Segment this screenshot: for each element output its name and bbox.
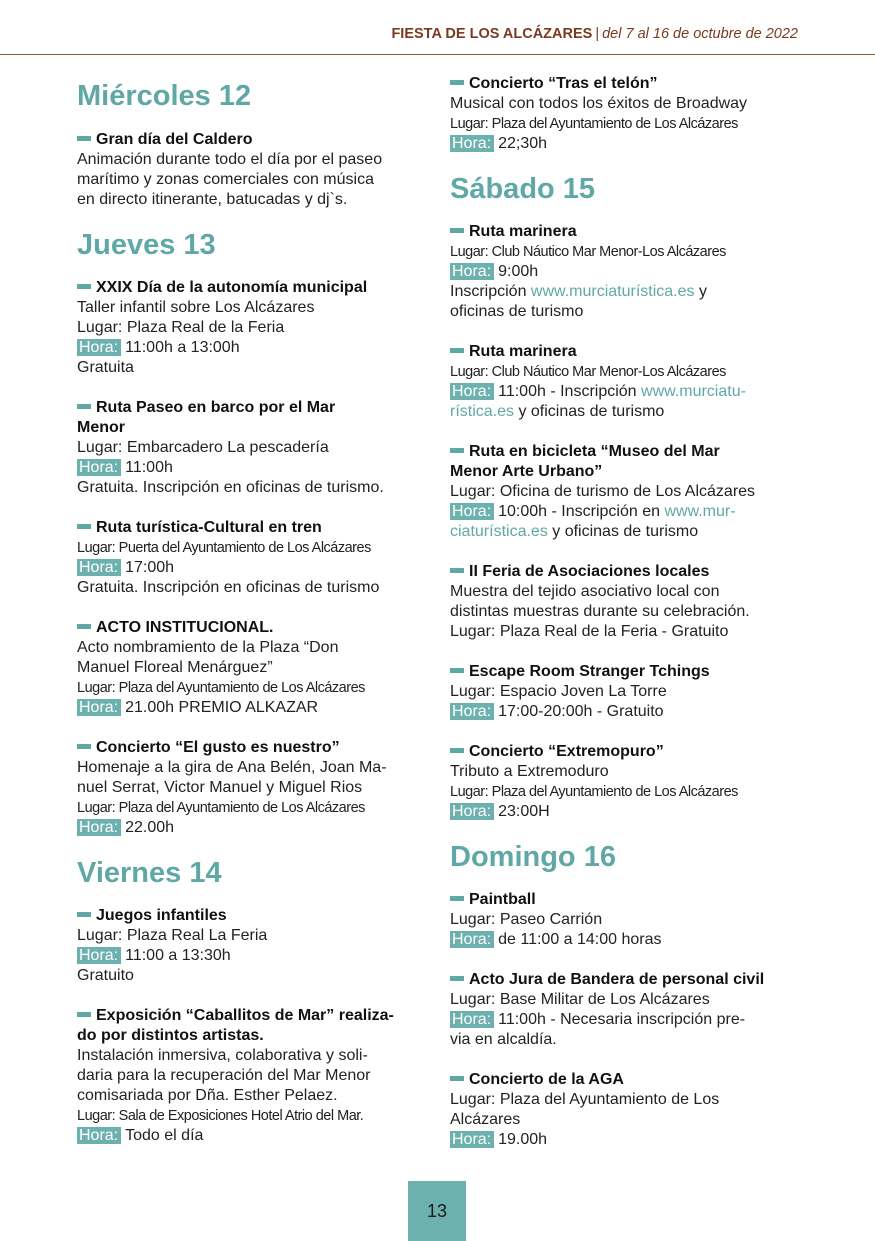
event-hora: 23:00H bbox=[498, 803, 550, 820]
event-item bbox=[450, 1070, 802, 1150]
event-line: distintas muestras durante su celebración. bbox=[450, 603, 750, 620]
event-line: Lugar: Plaza del Ayuntamiento de Los bbox=[450, 1091, 720, 1108]
website-link[interactable]: www.murciaturística.es bbox=[530, 283, 695, 300]
event-line: Lugar: Plaza Real de la Feria bbox=[77, 319, 285, 336]
event-item bbox=[450, 662, 802, 722]
event-line: Lugar: Plaza del Ayuntamiento de Los Alcázares bbox=[77, 800, 365, 816]
bullet-bar-icon bbox=[77, 744, 91, 749]
event-line: Lugar: Oficina de turismo de Los Alcázares bbox=[450, 483, 756, 500]
event-line: oficinas de turismo bbox=[450, 303, 584, 320]
header-title: FIESTA DE LOS ALCÁZARES bbox=[391, 26, 593, 42]
bullet-bar-icon bbox=[77, 624, 91, 629]
event-title-cont: do por distintos artistas. bbox=[77, 1027, 264, 1044]
bullet-bar-icon bbox=[77, 136, 91, 141]
event-line: Manuel Floreal Menárguez” bbox=[77, 659, 273, 676]
event-line: Lugar: Plaza Real de la Feria - Gratuito bbox=[450, 623, 729, 640]
event-line: Muestra del tejido asociativo local con bbox=[450, 583, 720, 600]
event-line: Tributo a Extremoduro bbox=[450, 763, 609, 780]
event-hora: 11:00h bbox=[125, 459, 173, 476]
event-hora: 11:00h a 13:00h bbox=[125, 339, 240, 356]
event-line: Gratuita. Inscripción en oficinas de turismo bbox=[77, 579, 380, 596]
hora-label: Hora: bbox=[77, 1127, 121, 1144]
event-title: Paintball bbox=[469, 891, 536, 908]
bullet-bar-icon bbox=[450, 896, 464, 901]
event-hora: 9:00h bbox=[498, 263, 539, 280]
event-item bbox=[450, 970, 802, 1050]
hora-label: Hora: bbox=[77, 699, 121, 716]
bullet-bar-icon bbox=[450, 228, 464, 233]
event-item bbox=[77, 738, 429, 838]
header-rule bbox=[0, 54, 875, 55]
event-line: Homenaje a la gira de Ana Belén, Joan Ma- bbox=[77, 759, 387, 776]
hora-label: Hora: bbox=[77, 459, 121, 476]
event-line: Lugar: Embarcadero La pescadería bbox=[77, 439, 329, 456]
event-hora: de 11:00 a 14:00 horas bbox=[498, 931, 662, 948]
event-title: Juegos infantiles bbox=[96, 907, 227, 924]
event-title: Ruta Paseo en barco por el Mar bbox=[96, 399, 336, 416]
event-title: Concierto “El gusto es nuestro” bbox=[96, 739, 340, 756]
bullet-bar-icon bbox=[77, 1012, 91, 1017]
website-link-cont[interactable]: ciaturística.es bbox=[450, 523, 548, 540]
event-title-cont: Menor Arte Urbano” bbox=[450, 463, 603, 480]
event-item bbox=[77, 398, 429, 498]
event-hora: 11:00 a 13:30h bbox=[125, 947, 231, 964]
bullet-bar-icon bbox=[450, 668, 464, 673]
page-number: 13 bbox=[408, 1181, 466, 1241]
event-item bbox=[77, 130, 429, 210]
event-item bbox=[450, 562, 802, 642]
event-title: Ruta en bicicleta “Museo del Mar bbox=[469, 443, 720, 460]
bullet-bar-icon bbox=[450, 348, 464, 353]
day-heading-sabado: Sábado 15 bbox=[450, 173, 596, 205]
event-line: Lugar: Base Militar de Los Alcázares bbox=[450, 991, 710, 1008]
bullet-bar-icon bbox=[77, 284, 91, 289]
hora-label: Hora: bbox=[450, 263, 494, 280]
event-line: Lugar: Plaza del Ayuntamiento de Los Alcázares bbox=[450, 784, 738, 800]
event-line: Taller infantil sobre Los Alcázares bbox=[77, 299, 315, 316]
hora-label: Hora: bbox=[77, 559, 121, 576]
header-dates: del 7 al 16 de octubre de 2022 bbox=[602, 26, 798, 42]
event-line: Alcázares bbox=[450, 1111, 521, 1128]
bullet-bar-icon bbox=[77, 404, 91, 409]
event-line: Musical con todos los éxitos de Broadway bbox=[450, 95, 748, 112]
hora-label: Hora: bbox=[450, 1131, 494, 1148]
event-title: Ruta marinera bbox=[469, 223, 577, 240]
event-line: via en alcaldía. bbox=[450, 1031, 557, 1048]
event-line: daria para la recuperación del Mar Menor bbox=[77, 1067, 371, 1084]
event-line: Acto nombramiento de la Plaza “Don bbox=[77, 639, 339, 656]
bullet-bar-icon bbox=[450, 80, 464, 85]
event-item bbox=[450, 74, 802, 154]
event-text: y oficinas de turismo bbox=[514, 403, 665, 420]
event-item bbox=[77, 618, 429, 718]
event-hora: 19.00h bbox=[498, 1131, 548, 1148]
event-title: Concierto “Extremopuro” bbox=[469, 743, 664, 760]
event-title: Ruta turística-Cultural en tren bbox=[96, 519, 322, 536]
day-heading-viernes: Viernes 14 bbox=[77, 857, 222, 889]
event-line: Gratuita bbox=[77, 359, 134, 376]
hora-label: Hora: bbox=[450, 931, 494, 948]
event-title: Escape Room Stranger Tchings bbox=[469, 663, 710, 680]
event-title-cont: Menor bbox=[77, 419, 125, 436]
event-item bbox=[450, 890, 802, 950]
event-title: Acto Jura de Bandera de personal civil bbox=[469, 971, 765, 988]
event-hora: 17:00-20:00h - Gratuito bbox=[498, 703, 664, 720]
bullet-bar-icon bbox=[77, 912, 91, 917]
event-hora: 11:00h - Inscripción bbox=[498, 383, 642, 400]
event-line: Gratuito bbox=[77, 967, 134, 984]
event-line: Instalación inmersiva, colaborativa y soli- bbox=[77, 1047, 368, 1064]
event-line: comisariada por Dña. Esther Pelaez. bbox=[77, 1087, 338, 1104]
website-link[interactable]: www.mur- bbox=[664, 503, 736, 520]
hora-label: Hora: bbox=[77, 819, 121, 836]
event-title: Ruta marinera bbox=[469, 343, 577, 360]
event-line: nuel Serrat, Victor Manuel y Miguel Rios bbox=[77, 779, 363, 796]
event-item bbox=[77, 1006, 429, 1146]
event-text: Inscripción bbox=[450, 283, 531, 300]
event-text: y bbox=[694, 283, 707, 300]
event-hora: 10:00h - Inscripción en bbox=[498, 503, 665, 520]
event-title: Concierto de la AGA bbox=[469, 1071, 624, 1088]
header-separator: | bbox=[595, 26, 600, 42]
event-item bbox=[450, 342, 802, 422]
event-hora: Todo el día bbox=[125, 1127, 204, 1144]
hora-label: Hora: bbox=[77, 947, 121, 964]
bullet-bar-icon bbox=[450, 1076, 464, 1081]
bullet-bar-icon bbox=[450, 568, 464, 573]
event-line: Lugar: Club Náutico Mar Menor-Los Alcázares bbox=[450, 364, 726, 380]
event-line: Lugar: Club Náutico Mar Menor-Los Alcázares bbox=[450, 244, 726, 260]
hora-label: Hora: bbox=[450, 1011, 494, 1028]
website-link-cont[interactable]: rística.es bbox=[450, 403, 515, 420]
event-hora: 21.00h PREMIO ALKAZAR bbox=[125, 699, 319, 716]
event-hora: 22;30h bbox=[498, 135, 548, 152]
event-text: y oficinas de turismo bbox=[547, 523, 699, 540]
event-title: Gran día del Caldero bbox=[96, 131, 253, 148]
day-heading-jueves: Jueves 13 bbox=[77, 229, 216, 261]
event-item bbox=[77, 518, 429, 598]
day-heading-domingo: Domingo 16 bbox=[450, 841, 616, 873]
hora-label: Hora: bbox=[450, 503, 494, 520]
hora-label: Hora: bbox=[450, 135, 494, 152]
event-item bbox=[77, 906, 429, 986]
event-item bbox=[450, 442, 802, 542]
event-line: Lugar: Plaza del Ayuntamiento de Los Alcázares bbox=[77, 680, 365, 696]
event-hora: 17:00h bbox=[125, 559, 175, 576]
event-line: en directo itinerante, batucadas y dj`s. bbox=[77, 191, 348, 208]
event-item bbox=[450, 222, 802, 322]
hora-label: Hora: bbox=[450, 383, 494, 400]
bullet-bar-icon bbox=[450, 748, 464, 753]
page-header bbox=[391, 26, 798, 42]
event-line: Lugar: Plaza del Ayuntamiento de Los Alcázares bbox=[450, 116, 738, 132]
website-link[interactable]: www.murciatu- bbox=[641, 383, 746, 400]
event-line: Lugar: Espacio Joven La Torre bbox=[450, 683, 667, 700]
hora-label: Hora: bbox=[450, 803, 494, 820]
left-column bbox=[77, 78, 429, 1146]
event-hora: 11:00h - Necesaria inscripción pre- bbox=[498, 1011, 746, 1028]
event-item bbox=[77, 278, 429, 378]
event-title: Concierto “Tras el telón” bbox=[469, 75, 658, 92]
event-line: Lugar: Sala de Exposiciones Hotel Atrio del Mar. bbox=[77, 1108, 364, 1124]
bullet-bar-icon bbox=[77, 524, 91, 529]
event-line: Lugar: Paseo Carrión bbox=[450, 911, 603, 928]
event-line: Lugar: Puerta del Ayuntamiento de Los Alcázares bbox=[77, 540, 371, 556]
event-title: II Feria de Asociaciones locales bbox=[469, 563, 710, 580]
hora-label: Hora: bbox=[77, 339, 121, 356]
event-hora: 22.00h bbox=[125, 819, 175, 836]
event-line: Lugar: Plaza Real La Feria bbox=[77, 927, 268, 944]
event-title: XXIX Día de la autonomía municipal bbox=[96, 279, 368, 296]
bullet-bar-icon bbox=[450, 976, 464, 981]
right-column bbox=[450, 74, 802, 1150]
event-line: Gratuita. Inscripción en oficinas de turismo. bbox=[77, 479, 384, 496]
bullet-bar-icon bbox=[450, 448, 464, 453]
event-line: Animación durante todo el día por el paseo bbox=[77, 151, 383, 168]
event-line: marítimo y zonas comerciales con música bbox=[77, 171, 374, 188]
event-item bbox=[450, 742, 802, 822]
day-heading-miercoles: Miércoles 12 bbox=[77, 80, 252, 112]
event-title: ACTO INSTITUCIONAL. bbox=[96, 619, 274, 636]
hora-label: Hora: bbox=[450, 703, 494, 720]
event-title: Exposición “Caballitos de Mar” realiza- bbox=[96, 1007, 394, 1024]
